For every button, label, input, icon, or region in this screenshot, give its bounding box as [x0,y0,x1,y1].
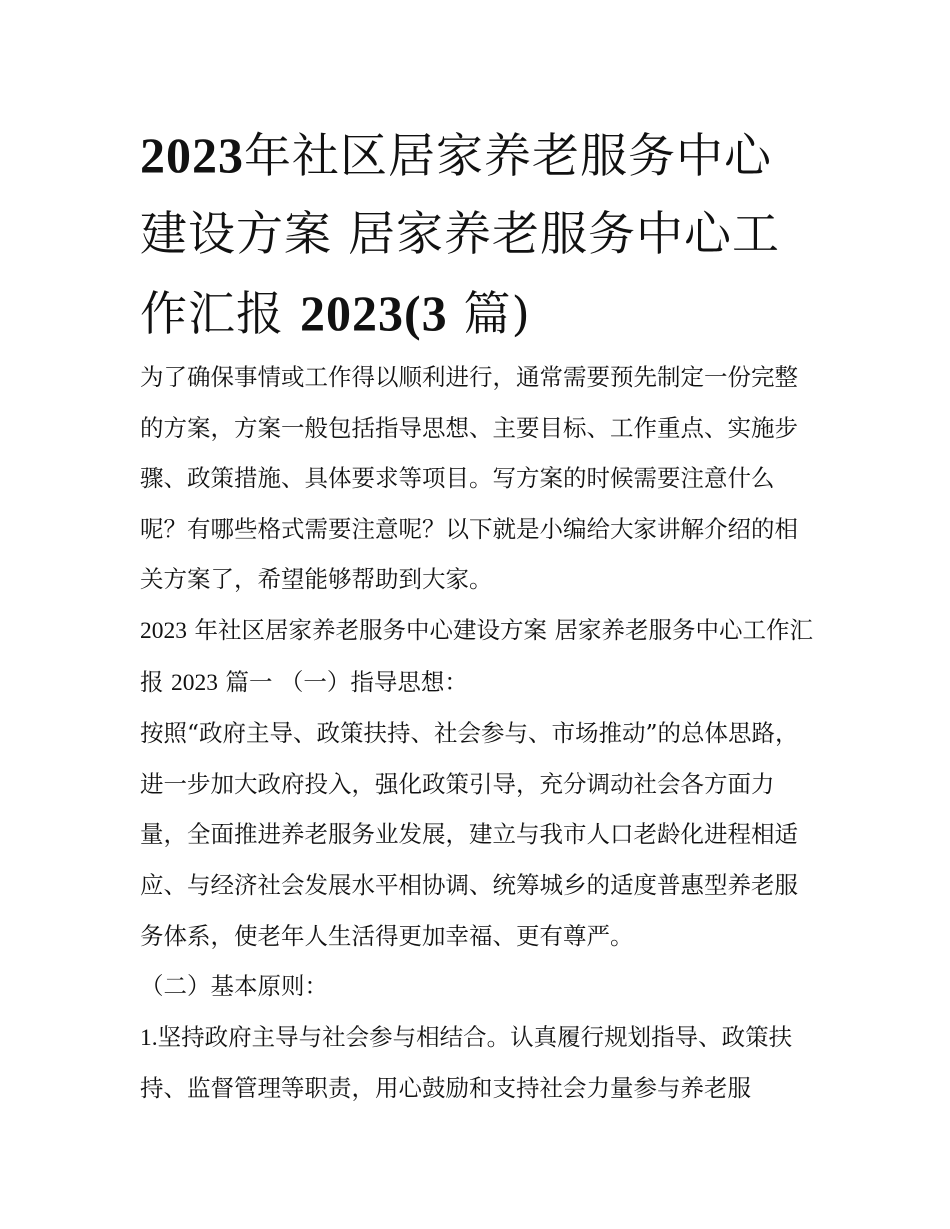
title-line-2: 建设方案 居家养老服务中心工 [140,207,780,262]
intro-paragraph: 为了确保事情或工作得以顺利进行，通常需要预先制定一份完整的方案，方案一般包括指导思想、主要目标、工作重点、实施步骤、政策措施、具体要求等项目。写方案的时候需要注意什么呢？有哪些格式需要注意呢？以下就是小编给大家讲解介绍的相关方案了，希望能够帮助到大家。 [140,363,798,594]
principles-heading: （二）基本原则： [140,972,328,1001]
document-body [140,352,820,1114]
title-line-3: 作汇报 2023(3 篇) [140,285,531,342]
section-heading: 2023 年社区居家养老服务中心建设方案 居家养老服务中心工作汇报 2023 篇一 （一）指导思想： [140,615,813,696]
principle-1-paragraph: 1.坚持政府主导与社会参与相结合。认真履行规划指导、政策扶持、监督管理等职责，用心鼓励和支持社会力量参与养老服 [140,1022,793,1103]
guiding-thought-paragraph: 按照“政府主导、政策扶持、社会参与、市场推动”的总体思路，进一步加大政府投入，强化政策引导，充分调动社会各方面力量，全面推进养老服务业发展，建立与我市人口老龄化进程相适应、与经济社会发展水平相协调、统筹城乡的适度普惠型养老服务体系，使老年人生活得更加幸福、更有尊严。 [140,719,799,950]
title-line-1: 2023年社区居家养老服务中心 [140,127,772,184]
document-title [140,116,820,354]
